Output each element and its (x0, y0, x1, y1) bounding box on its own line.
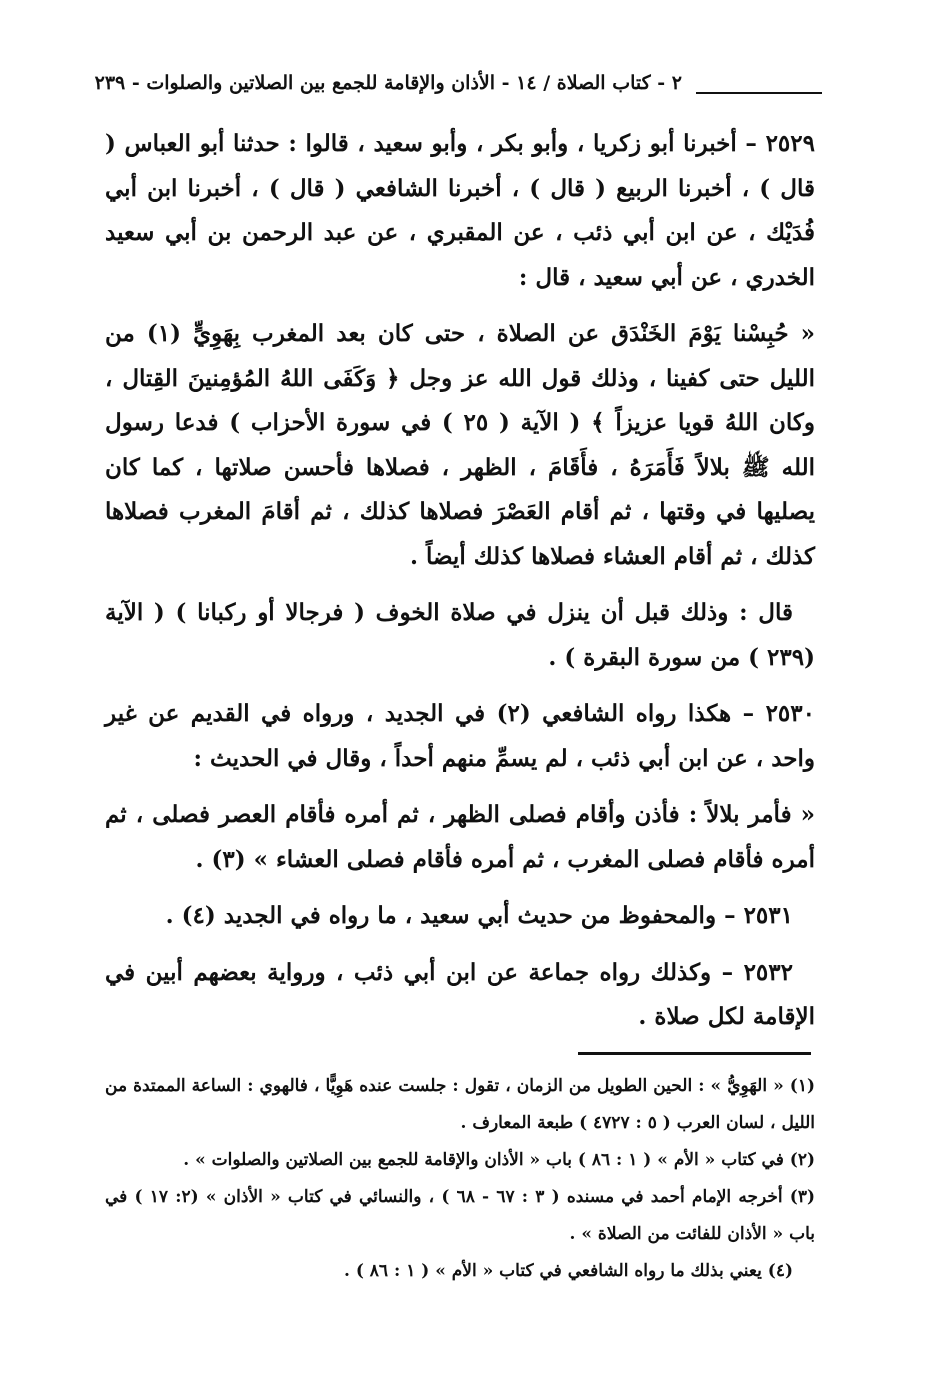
paragraph-text: « حُبِسْنا يَوْمَ الخَنْدَق عن الصلاة ، حتى كان بعد المغرب بِهَوِيٍّ (١) من الليل حتى كفينا ، وذلك قول الله عز وجل ﴿ وَكَفَى اللهُ المُؤمِنينَ القِتال ، وكان اللهُ قويا عزيزاً ﴾ ( الآية ( ٢٥ ) في سورة الأحزاب ) فدعا رسول الله ﷺ بلالاً فَأَمَرَهُ ، فأَقَامَ ، الظهر ، فصلاها فأحسن صلاتها ، كما كان يصليها في وقتها ، ثم أقام العَصْرَ فصلاها كذلك ، ثم أقامَ المغرب فصلاها كذلك ، ثم أقام العشاء فصلاها كذلك أيضاً . (105, 320, 815, 570)
paragraph-2531 (105, 894, 815, 939)
paragraph-text: – أخبرنا أبو زكريا ، وأبو بكر ، وأبو سعيد ، قالوا : حدثنا أبو العباس ( قال ) ، أخبرنا الربيع ( قال ) ، أخبرنا الشافعي ( قال ) ، أخبرنا ابن أبي فُدَيْك ، عن ابن أبي ذئب ، عن المقبري ، عن عبد الرحمن بن أبي سعيد الخدري ، عن أبي سعيد ، قال : (105, 130, 815, 291)
paragraph-text: قال : وذلك قبل أن ينزل في صلاة الخوف ( فرجالا أو ركبانا ) ( الآية (٢٣٩ ) من سورة البقرة ) . (105, 599, 815, 671)
paragraph-2532 (105, 951, 815, 1040)
paragraph-text: – وكذلك رواه جماعة عن ابن أبي ذئب ، ورواية بعضهم أبين في الإقامة لكل صلاة . (105, 958, 815, 1030)
footnote-rule (578, 1052, 811, 1055)
hadith-quote-2 (105, 793, 815, 882)
running-header (94, 66, 822, 100)
paragraph-number: ٢٥٣٠ (765, 700, 815, 727)
footnote-4: (٤) يعني بذلك ما رواه الشافعي في كتاب « الأم » ( ١ : ٨٦ ) . (343, 1261, 793, 1281)
paragraph-2529 (105, 122, 815, 300)
paragraph-number: ٢٥٣٢ (743, 958, 793, 986)
footnote-2: (٢) في كتاب « الأم » ( ١ : ٨٦ ) باب « الأذان والإقامة للجمع بين الصلاتين والصلوات » . (183, 1150, 815, 1170)
paragraph-text: « فأمر بلالاً : فأذن وأقام فصلى الظهر ، ثم أمره فأقام العصر فصلى ، ثم أمره فأقام فصلى المغرب ، ثم أمره فأقام فصلى العشاء » (٣) . (105, 801, 815, 873)
main-text (105, 122, 815, 1052)
paragraph-text: – والمحفوظ من حديث أبي سعيد ، ما رواه في الجديد (٤) . (165, 902, 744, 929)
paragraph-2530 (105, 692, 815, 781)
paragraph-note (105, 591, 815, 680)
footnote-1: (١) « الهَوِيُّ » : الحين الطويل من الزمان ، تقول : جلست عنده هَوِيًّا ، فالهوي : الساعة الممتدة من الليل ، لسان العرب ( ٥ : ٤٧٢٧ ) طبعة المعارف . (105, 1076, 815, 1133)
paragraph-text: – هكذا رواه الشافعي (٢) في الجديد ، ورواه في القديم عن غير واحد ، عن ابن أبي ذئب ، لم يسمِّ منهم أحداً ، وقال في الحديث : (105, 700, 815, 772)
header-rule (696, 92, 822, 94)
paragraph-number: ٢٥٢٩ (765, 130, 815, 157)
paragraph-number: ٢٥٣١ (743, 902, 793, 929)
footnote-3: (٣) أخرجه الإمام أحمد في مسنده ( ٣ : ٦٧ - ٦٨ ) ، والنسائي في كتاب « الأذان » (٢: ١٧ ) في باب « الأذان للفائت من الصلاة » . (105, 1187, 815, 1244)
hadith-quote (105, 312, 815, 579)
footnotes (105, 1068, 815, 1290)
running-title: ٢ - كتاب الصلاة / ١٤ - الأذان والإقامة للجمع بين الصلاتين والصلوات - ٢٣٩ (94, 72, 682, 94)
